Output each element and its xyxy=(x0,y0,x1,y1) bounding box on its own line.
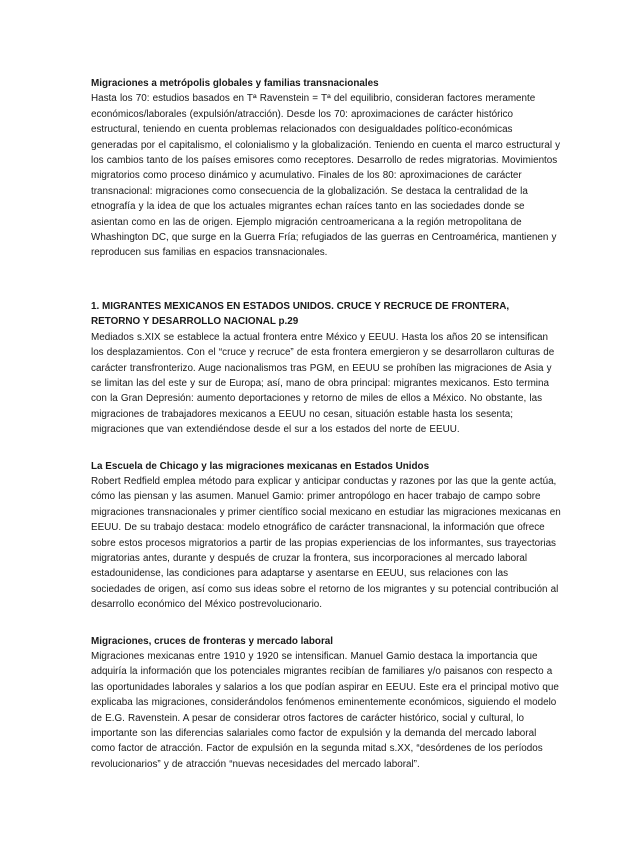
section-migraciones-metropolis xyxy=(91,76,561,261)
section-cruces-fronteras xyxy=(91,634,561,773)
section-body: Mediados s.XIX se establece la actual frontera entre México y EEUU. Hasta los años 20 se intensifican los desplazamientos. Con el “cruce y recruce” de esta frontera emergieron y se desarrollaron culturas de carácter transfronterizo. Auge nacionalismos tras PGM, en EEUU se prohíben las migraciones de Asia y se limitan las del este y sur de Europa; así, mano de obra principal: migrantes mexicanos. Esto termina con la Gran Depresión: aumento deportaciones y retorno de miles de ellos a México. No obstante, las migraciones de trabajadores mexicanos a EEUU no cesan, situación estable hasta los sesenta; migraciones que van extendiéndose desde el sur a los estados del norte de EEUU. xyxy=(91,331,555,436)
section-migrantes-mexicanos xyxy=(91,299,561,438)
section-title: La Escuela de Chicago y las migraciones mexicanas en Estados Unidos xyxy=(91,460,430,472)
document-content xyxy=(91,76,561,772)
section-body: Robert Redfield emplea método para explicar y anticipar conductas y razones por las que la gente actúa, cómo las piensan y las asumen. Manuel Gamio: primer antropólogo en hacer trabajo de campo sobre migraciones transnacionales y primer científico social mexicano en estudiar las migraciones mexicanas en EEUU. De su trabajo destaca: modelo etnográfico de carácter transnacional, la información que ofrece sobre estos procesos migratorios a partir de las propias experiencias de los informantes, sus trayectorias migratorias antes, durante y después de cruzar la frontera, sus incorporaciones al mercado laboral estadounidense, las condiciones para adaptarse y asentarse en EEUU, sus relaciones con las sociedades de origen, así como sus ideas sobre el retorno de los migrantes y su potencial contribución al desarrollo económico del México postrevolucionario. xyxy=(91,475,561,611)
section-escuela-chicago xyxy=(91,459,561,613)
section-body: Hasta los 70: estudios basados en Tª Ravenstein = Tª del equilibrio, consideran factores meramente económicos/laborales (expulsión/atracción). Desde los 70: aproximaciones de carácter histórico estructural, teniendo en cuenta problemas relacionados con desigualdades político-económicas generadas por el capitalismo, el colonialismo y la globalización. Teniendo en cuenta el marco estructural y los cambios tanto de los países emisores como receptores. Desarrollo de redes migratorias. Movimientos migratorios como proceso dinámico y acumulativo. Finales de los 80: aproximaciones de carácter transnacional: migraciones como consecuencia de la globalización. Se destaca la centralidad de la etnografía y la idea de que los actuales migrantes echan raíces tanto en las sociedades donde se asientan como en las de origen. Ejemplo migración centroamericana a la región metropolitana de Whashington DC, que surge en la Guerra Fría; refugiados de las guerras en Centroamérica, mantienen y reproducen sus familias en espacios transnacionales. xyxy=(91,93,561,259)
section-body: Migraciones mexicanas entre 1910 y 1920 se intensifican. Manuel Gamio destaca la importancia que adquiría la información que los potenciales migrantes recibían de familiares y/o paisanos con respecto a las oportunidades laborales y salarios a los que podían aspirar en EEUU. Este era el principal motivo que explicaba las migraciones, considerándolos fenómenos eminentemente económicos, siguiendo el modelo de E.G. Ravenstein. A pesar de considerar otros factores de carácter histórico, social y cultural, lo importante son las diferencias salariales como factor de expulsión y la demanda del mercado laboral como factor de atracción. Factor de expulsión en la segunda mitad s.XX, “desórdenes de los períodos revolucionarios” y de atracción “nuevas necesidades del mercado laboral”. xyxy=(91,651,559,770)
section-title: 1. MIGRANTES MEXICANOS EN ESTADOS UNIDOS. CRUCE Y RECRUCE DE FRONTERA, RETORNO Y DESARROLLO NACIONAL p.29 xyxy=(91,300,510,328)
section-title: Migraciones a metrópolis globales y familias transnacionales xyxy=(91,78,379,89)
section-title: Migraciones, cruces de fronteras y mercado laboral xyxy=(91,635,334,647)
